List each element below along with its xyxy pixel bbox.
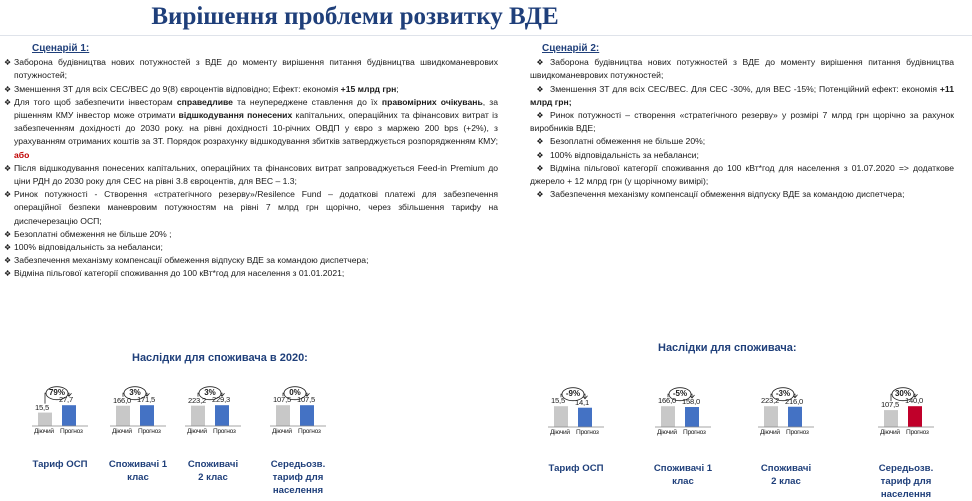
value-label-current: 223,2 [188,395,207,405]
bullet-item [4,162,498,188]
tick-label-current: Діючий [760,429,780,436]
category-label [637,462,729,488]
scenario-1-section [4,42,498,281]
category-label [860,462,952,501]
bar-forecast [578,408,592,427]
bullet-item [530,56,954,82]
value-label-current: 15,5 [35,402,49,412]
bullet-text: Зменшення ЗТ для всіх СЕС/ВЕС до 9(8) євроцентів відповідно; Ефект: економія [14,83,341,94]
bullet-diamond-icon: ❖ [536,137,544,147]
bullet-alert-text: або [14,149,30,160]
bullet-text: , за рішенням КМУ інвестор може отримати [14,96,499,121]
bar-current [116,406,130,426]
bullet-item [4,188,498,228]
bullet-diamond-icon: ❖ [4,256,12,266]
bullet-text: Ринок потужності – створення «стратегічного резерву» у розмірі 7 млрд грн щорічно за рахунок виробників ВДЕ; [530,110,954,134]
bar-chart [32,376,96,434]
bullet-text: Відміна пільгової категорії споживання до 100 кВт*год для населення з 01.01.2021; [14,268,345,279]
bar-current [661,406,675,427]
bullet-text: Забезпечення механізму компенсації обмеження відпуску ВДЕ за командою диспетчера; [14,255,369,266]
bullet-text: Заборона будівництва нових потужностей з ВДЕ до моменту вирішення питання будівництва швидкоманеврових потужностей; [530,57,954,81]
bullet-text: Після відшкодування понесених капітальних, операційних та фінансових витрат запроваджується Feed-in Premium до ціни РДН до 2030 року для СЕС на рівні 3.8 євроцентів, для ВЕС – 1.3; [14,162,498,187]
bullet-diamond-icon: ❖ [536,111,544,121]
bullet-text: Заборона будівництва нових потужностей з ВДЕ до моменту вирішення питання будівництва швидкоманеврових потужностей; [14,57,498,81]
bar-current [191,406,205,426]
value-label-forecast: 14,1 [575,397,589,407]
bar-current [554,406,568,427]
tick-label-forecast: Прогноз [213,428,236,435]
bullet-diamond-icon: ❖ [4,84,12,94]
value-label-forecast: 171,5 [137,395,156,405]
category-label [252,458,344,497]
tick-label-current: Діючий [272,428,292,435]
bullet-text: та неупереджене ставлення до їх [232,96,382,107]
bar-chart [185,376,249,434]
tick-label-forecast: Прогноз [576,429,599,436]
bar-chart [270,376,334,434]
bar-chart [655,377,719,435]
value-label-forecast: 107,5 [297,395,316,405]
bullet-text: Ринок потужності - Створення «стратегічного резерву»/Resilence Fund – додаткові платежі для забезпечення операційної безпеки маневровим потужностям на рівні 7 млрд грн щорічно, через збільшення тарифу на диспечерезацію ОСП; [14,189,498,226]
bar-chart-plot [758,377,822,435]
bullet-text: Забезпечення механізму компенсації обмеження відпуску ВДЕ за командою диспетчера; [550,189,905,200]
bullet-item [530,83,954,109]
tick-label-current: Діючий [550,429,570,436]
bullet-text: ; [396,83,399,94]
bar-chart [758,377,822,435]
value-label-forecast: 158,0 [682,397,701,406]
tick-label-forecast: Прогноз [138,428,161,435]
bullet-diamond-icon: ❖ [4,97,12,107]
value-label-current: 107,5 [273,395,292,405]
consequences-title: Наслідки для споживача: [658,342,797,354]
bar-forecast [140,405,154,426]
scenario-1-heading: Сценарій 1: [32,43,90,54]
bar-current [884,410,898,427]
bar-chart-plot [110,376,174,434]
category-label-line: Тариф ОСП [548,463,604,474]
value-label-forecast: 216,0 [785,396,804,406]
bullet-text: 100% відповідальність за небаланси; [550,149,699,160]
tick-label-current: Діючий [657,429,677,436]
tick-label-current: Діючий [187,428,207,435]
change-percent: 79% [48,388,65,398]
bullet-item [4,56,498,82]
bullet-diamond-icon: ❖ [4,163,12,173]
change-percent: -9% [565,389,581,399]
scenario-2-section [530,42,954,201]
bullet-item [530,149,954,162]
category-label-line: населення [880,489,932,500]
value-label-current: 223,2 [761,396,780,406]
category-label-line: Споживачі 1 [108,459,168,470]
category-label-line: 2 клас [771,476,801,487]
bar-current [38,413,52,426]
bullet-item [4,241,498,254]
category-label-line: клас [127,472,149,483]
change-percent: -3% [775,389,791,399]
category-label-line: Споживачі 1 [653,463,713,474]
value-label-forecast: 229,3 [212,395,231,405]
tick-label-forecast: Прогноз [906,429,929,436]
category-label-line: тариф для [880,476,932,487]
change-percent: 30% [894,389,911,399]
page-title: Вирішення проблеми розвитку ВДЕ [151,3,559,30]
scenario-2-heading: Сценарій 2: [542,43,600,54]
value-label-current: 166,0 [658,396,677,406]
bar-forecast [62,405,76,426]
bullet-item [4,254,498,267]
bar-chart-plot [655,377,719,435]
bullet-emphasis: відшкодування понесених [178,110,293,121]
bullet-diamond-icon: ❖ [536,150,544,160]
bullet-text: Безоплатні обмеження не більше 20%; [550,136,706,147]
bullet-diamond-icon: ❖ [4,229,12,239]
change-percent: -5% [672,389,688,399]
scenario-1-list [4,56,498,280]
tick-label-current: Діючий [880,429,900,436]
bar-chart [110,376,174,434]
bullet-item [530,188,954,201]
value-label-forecast: 27,7 [59,395,73,405]
change-percent: 3% [204,388,216,398]
bar-current [276,405,290,426]
bullet-item [530,162,954,188]
consequences-2020-title: Наслідки для споживача в 2020: [132,352,308,364]
bar-chart-plot [185,376,249,434]
category-label-line: Споживачі [187,459,239,470]
bullet-item [4,267,498,280]
bullet-text: капітальних, операційних та фінансових витрат із забезпеченням дохідності до 2030 року. на рівні дохідності 10-річних ОВДП у євро з маржею 200 bps (+2%), з урахуванням отриманих коштів за ЗТ. Порядок розрахунку відшкодування збитків затверджується розпорядженням КМУ; [14,110,498,147]
tick-label-forecast: Прогноз [298,428,321,435]
bar-current [764,406,778,427]
bullet-diamond-icon: ❖ [4,190,12,200]
bar-forecast [685,407,699,427]
bullet-item [4,228,498,241]
bullet-item [4,83,498,96]
category-label-line: тариф для [272,472,324,483]
tick-label-current: Діючий [34,428,54,435]
value-label-current: 166,0 [113,395,132,405]
bullet-diamond-icon: ❖ [536,190,544,200]
bar-forecast [788,407,802,427]
category-label-line: Середьозв. [878,463,934,474]
bar-forecast [908,406,922,427]
change-percent: 3% [129,388,141,398]
bullet-diamond-icon: ❖ [4,243,12,253]
bullet-diamond-icon: ❖ [536,58,544,68]
value-label-current: 107,5 [881,400,900,410]
bullet-text: Для того щоб забезпечити інвесторам [14,96,177,107]
bullet-diamond-icon: ❖ [4,58,12,68]
bullet-item [4,96,498,162]
bullet-item [530,135,954,148]
category-label-line: Середьозв. [270,459,326,470]
tick-label-forecast: Прогноз [786,429,809,436]
category-label-line: клас [672,476,694,487]
bullet-emphasis: +11 млрд грн; [530,83,954,107]
bullet-text: Безоплатні обмеження не більше 20% ; [14,228,172,239]
category-label [530,462,622,475]
category-label-line: 2 клас [198,472,228,483]
tick-label-forecast: Прогноз [60,428,83,435]
bar-forecast [215,405,229,426]
category-label [167,458,259,484]
bar-chart-plot [270,376,334,434]
scenario-2-list [530,56,954,201]
bullet-emphasis: +15 млрд грн [340,83,397,94]
bullet-diamond-icon: ❖ [536,163,544,173]
change-percent: 0% [289,388,301,398]
bullet-text: Відміна пільгової категорії споживання до 100 кВт*год для населення з 01.07.2020 => додаткове джерело + 12 млрд грн (у щорічному вимірі); [530,162,954,187]
tick-label-current: Діючий [112,428,132,435]
category-label [740,462,832,488]
bullet-diamond-icon: ❖ [4,269,12,279]
bullet-diamond-icon: ❖ [536,84,544,94]
bar-forecast [300,405,314,426]
bullet-emphasis: справедливе [176,96,233,107]
bullet-text: 100% відповідальність за небаланси; [14,242,163,253]
value-label-current: 15,5 [551,396,565,406]
value-label-forecast: 140,0 [905,396,924,406]
tick-label-forecast: Прогноз [683,429,706,436]
category-label-line: Споживачі [760,463,812,474]
bar-chart [878,377,942,435]
bar-chart [548,377,612,435]
category-label-line: населення [272,485,324,496]
category-label-line: Тариф ОСП [32,459,88,470]
title-divider [0,35,972,36]
bullet-text: Зменшення ЗТ для всіх СЕС/ВЕС. Для СЕС -30%, для ВЕС -15%; Потенційний ефект: економія [550,83,940,94]
bullet-emphasis: правомірних очікувань [381,96,483,107]
bullet-item [530,109,954,135]
